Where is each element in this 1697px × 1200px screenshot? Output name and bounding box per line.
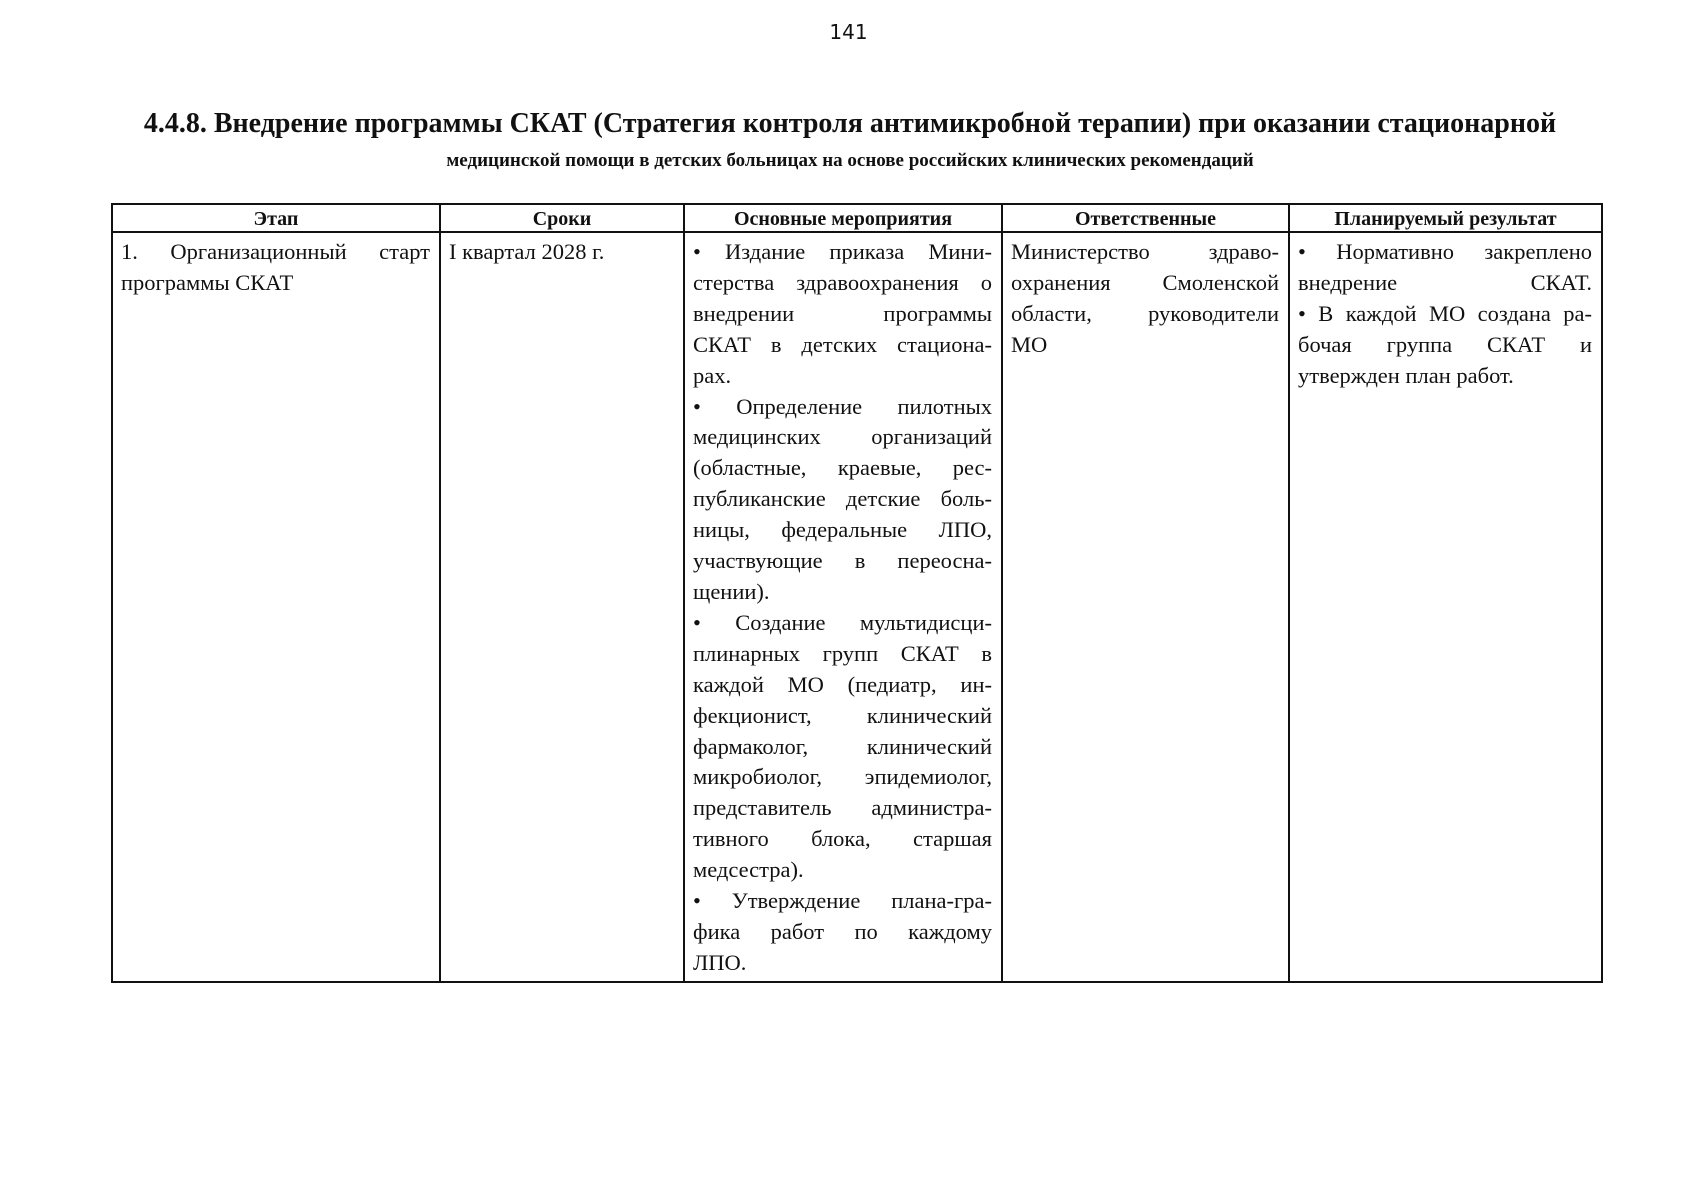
result-cell (1289, 232, 1602, 982)
activity-line: щении). (693, 578, 770, 604)
result-line: • В каждой МО создана ра- (1298, 300, 1592, 326)
activity-line: ницы, федеральные ЛПО, (693, 517, 992, 543)
activity-line: представитель администра- (693, 795, 992, 821)
activity-line: рах. (693, 362, 732, 388)
header-stage: Этап (112, 204, 440, 232)
activity-line: • Создание мультидисци- (693, 609, 992, 635)
stage-line: программы СКАТ (121, 269, 294, 295)
activity-line: фармаколог, клинический (693, 733, 992, 759)
activity-line: стерства здравоохранения о (693, 269, 992, 295)
responsible-line: Министерство здраво- (1011, 239, 1279, 264)
page-number: 141 (829, 20, 868, 44)
responsible-line: охранения Смоленской (1011, 269, 1279, 295)
activity-line: медицинских организаций (693, 424, 992, 450)
activity-line: фика работ по каждому (693, 918, 992, 944)
header-responsible: Ответственные (1002, 204, 1289, 232)
activity-line: • Издание приказа Мини- (693, 239, 992, 264)
term-cell (440, 232, 684, 982)
section-heading: 4.4.8. Внедрение программы СКАТ (Стратегия контроля антимикробной терапии) при оказании стационарной (143, 108, 1557, 139)
stage-line: 1. Организационный старт (121, 239, 430, 264)
activity-line: (областные, краевые, рес- (693, 455, 992, 481)
responsible-line: области, руководители (1011, 300, 1279, 326)
activity-line: каждой МО (педиатр, ин- (693, 671, 992, 697)
activity-line: внедрении программы (693, 300, 992, 326)
term-text: I квартал 2028 г. (449, 239, 605, 264)
activity-line: СКАТ в детских стациона- (693, 331, 992, 357)
table-row (112, 232, 1602, 982)
activity-line: тивного блока, старшая (693, 826, 992, 852)
activity-line: • Определение пилотных (693, 393, 992, 419)
responsible-line: МО (1011, 331, 1048, 357)
result-line: бочая группа СКАТ и (1298, 331, 1592, 357)
plan-table (111, 203, 1603, 983)
activities-cell (684, 232, 1002, 982)
activity-line: публиканские детские боль- (693, 486, 992, 512)
activity-line: микробиолог, эпидемиолог, (693, 764, 992, 790)
result-line: • Нормативно закреплено (1298, 239, 1592, 264)
header-result: Планируемый результат (1289, 204, 1602, 232)
table-header-row (112, 204, 1602, 232)
stage-cell (112, 232, 440, 982)
section-subheading: медицинской помощи в детских больницах на основе российских клинических рекомендаций (446, 150, 1254, 171)
result-line: утвержден план работ. (1298, 362, 1514, 388)
result-line: внедрение СКАТ. (1298, 269, 1592, 295)
header-term: Сроки (440, 204, 684, 232)
activity-line: • Утверждение плана-гра- (693, 888, 992, 914)
activity-line: фекционист, клинический (693, 702, 992, 728)
activity-line: плинарных групп СКАТ в (693, 640, 992, 666)
responsible-cell (1002, 232, 1289, 982)
activity-line: медсестра). (693, 857, 804, 883)
activity-line: участвующие в переосна- (693, 548, 992, 574)
activity-line: ЛПО. (693, 949, 747, 975)
header-activities: Основные мероприятия (684, 204, 1002, 232)
